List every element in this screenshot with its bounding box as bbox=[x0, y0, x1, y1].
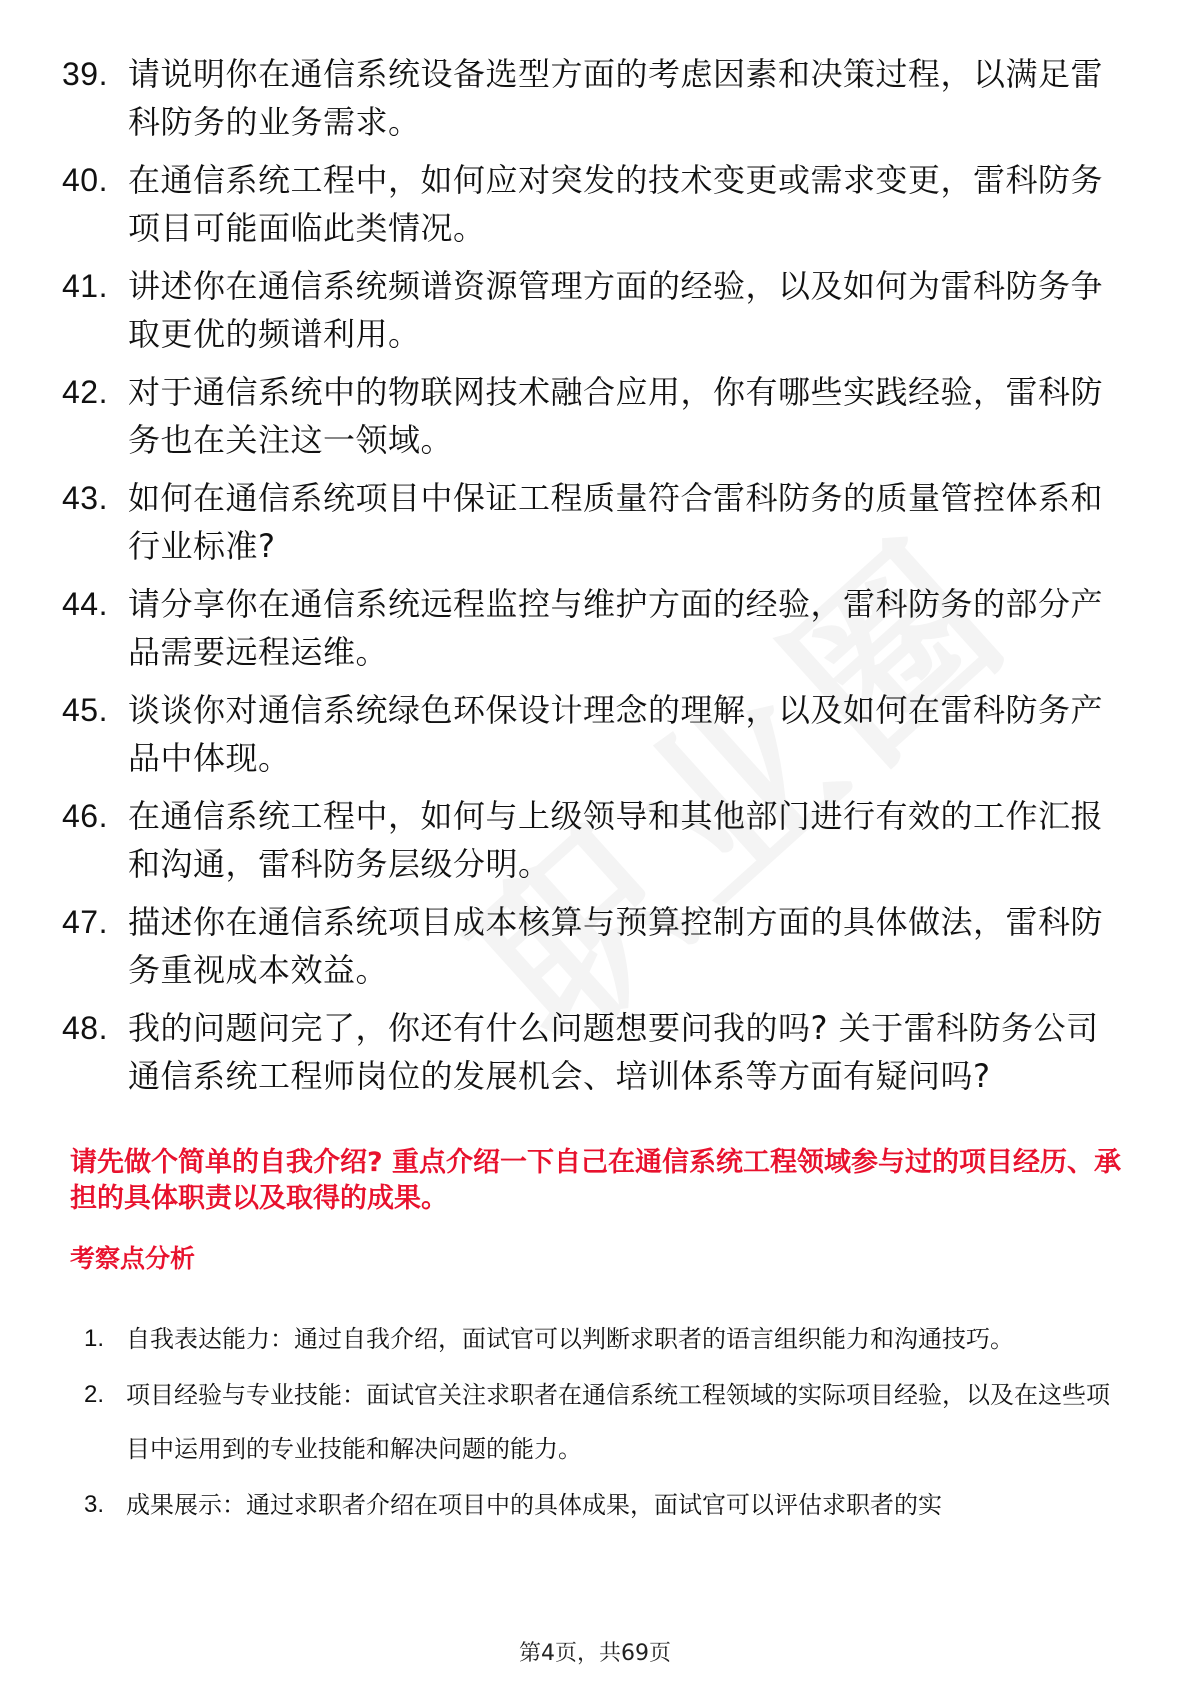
list-item bbox=[62, 1004, 1122, 1100]
question-text: 请分享你在通信系统远程监控与维护方面的经验，雷科防务的部分产品需要远程运维。 bbox=[128, 585, 1104, 671]
analysis-text: 项目经验与专业技能：面试官关注求职者在通信系统工程领域的实际项目经验，以及在这些项目中运用到的专业技能和解决问题的能力。 bbox=[126, 1381, 1110, 1463]
question-text: 谈谈你对通信系统绿色环保设计理念的理解，以及如何在雷科防务产品中体现。 bbox=[128, 691, 1104, 777]
list-item bbox=[62, 50, 1122, 146]
list-item bbox=[62, 474, 1122, 570]
question-number: 47. bbox=[62, 904, 108, 940]
analysis-number: 3. bbox=[84, 1491, 105, 1518]
question-text: 在通信系统工程中，如何与上级领导和其他部门进行有效的工作汇报和沟通，雷科防务层级分明。 bbox=[128, 797, 1104, 883]
list-item bbox=[84, 1312, 1124, 1366]
question-text: 如何在通信系统项目中保证工程质量符合雷科防务的质量管控体系和行业标准? bbox=[128, 479, 1104, 565]
question-text: 我的问题问完了，你还有什么问题想要问我的吗? 关于雷科防务公司通信系统工程师岗位的发展机会、培训体系等方面有疑问吗? bbox=[128, 1009, 1099, 1095]
page-footer: 第4页，共69页 bbox=[519, 1641, 671, 1666]
list-item bbox=[84, 1368, 1124, 1476]
section-heading: 考察点分析 bbox=[70, 1244, 196, 1273]
question-number: 39. bbox=[62, 56, 108, 92]
question-list bbox=[62, 50, 1122, 1110]
analysis-text: 自我表达能力：通过自我介绍，面试官可以判断求职者的语言组织能力和沟通技巧。 bbox=[126, 1325, 1014, 1353]
list-item bbox=[62, 580, 1122, 676]
list-item bbox=[62, 368, 1122, 464]
list-item bbox=[62, 156, 1122, 252]
list-item bbox=[62, 686, 1122, 782]
question-number: 48. bbox=[62, 1010, 108, 1046]
question-number: 44. bbox=[62, 586, 108, 622]
highlighted-question: 请先做个简单的自我介绍? 重点介绍一下自己在通信系统工程领域参与过的项目经历、承担的具体职责以及取得的成果。 bbox=[70, 1147, 1122, 1214]
question-text: 描述你在通信系统项目成本核算与预算控制方面的具体做法，雷科防务重视成本效益。 bbox=[128, 903, 1104, 989]
question-number: 40. bbox=[62, 162, 108, 198]
analysis-list bbox=[84, 1312, 1124, 1534]
question-number: 41. bbox=[62, 268, 108, 304]
list-item bbox=[62, 792, 1122, 888]
list-item bbox=[62, 262, 1122, 358]
list-item bbox=[84, 1478, 1124, 1532]
question-number: 46. bbox=[62, 798, 108, 834]
analysis-number: 2. bbox=[84, 1381, 105, 1408]
question-number: 42. bbox=[62, 374, 108, 410]
question-text: 在通信系统工程中，如何应对突发的技术变更或需求变更，雷科防务项目可能面临此类情况。 bbox=[128, 161, 1104, 247]
question-number: 45. bbox=[62, 692, 108, 728]
question-number: 43. bbox=[62, 480, 108, 516]
list-item bbox=[62, 898, 1122, 994]
question-text: 对于通信系统中的物联网技术融合应用，你有哪些实践经验，雷科防务也在关注这一领域。 bbox=[128, 373, 1104, 459]
question-text: 请说明你在通信系统设备选型方面的考虑因素和决策过程，以满足雷科防务的业务需求。 bbox=[128, 55, 1104, 141]
analysis-text: 成果展示：通过求职者介绍在项目中的具体成果，面试官可以评估求职者的实 bbox=[126, 1491, 942, 1519]
question-text: 讲述你在通信系统频谱资源管理方面的经验，以及如何为雷科防务争取更优的频谱利用。 bbox=[128, 267, 1104, 353]
analysis-number: 1. bbox=[84, 1325, 105, 1352]
